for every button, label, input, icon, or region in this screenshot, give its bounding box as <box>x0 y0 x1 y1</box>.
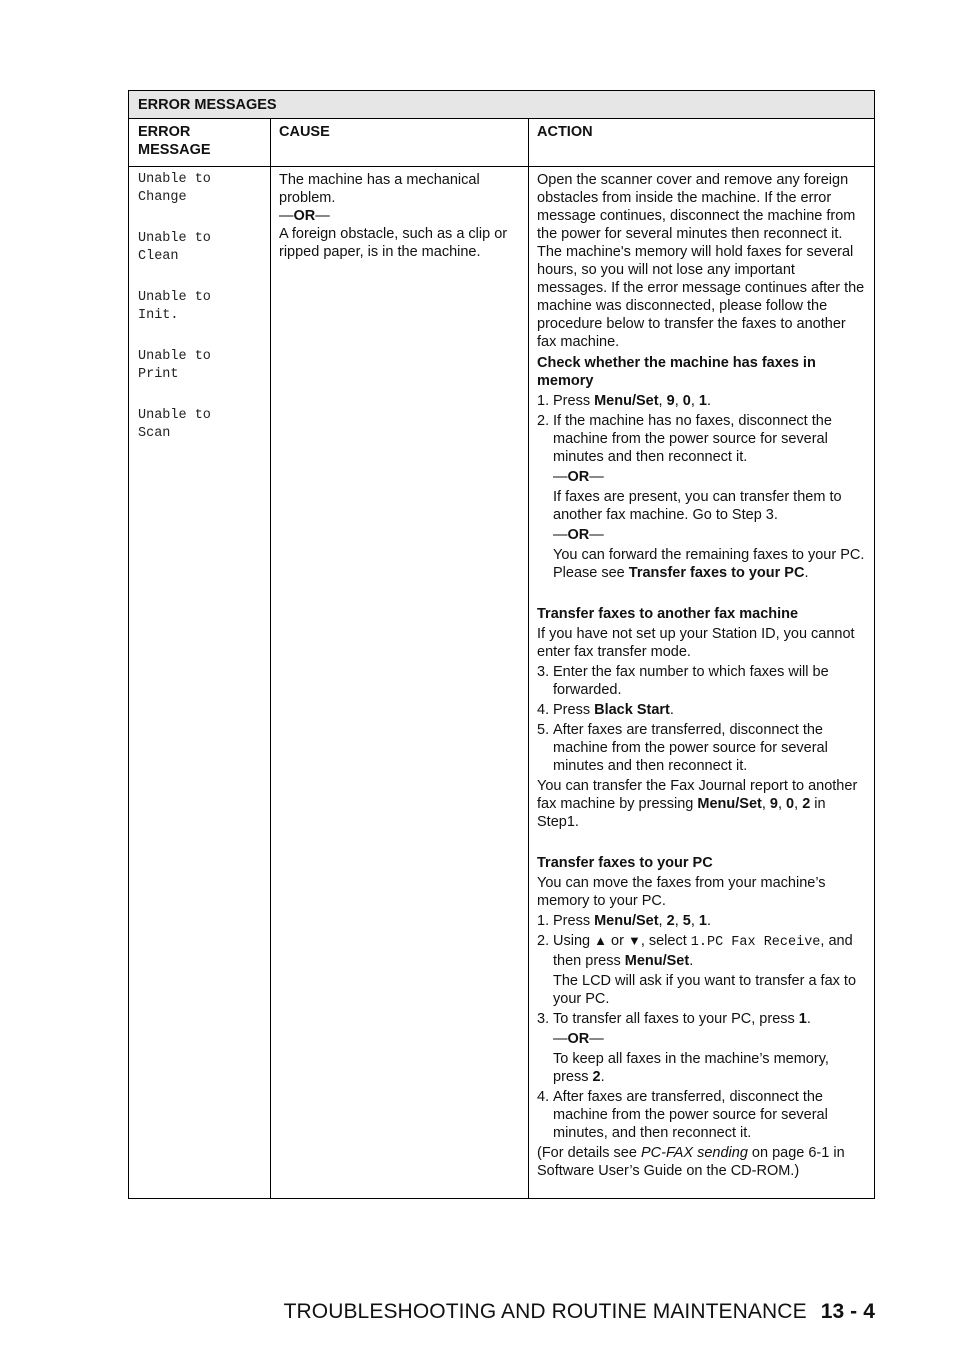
section-transfer-pc-note: (For details see PC-FAX sending on page 6-1 in Software User’s Guide on the CD-ROM.) <box>537 1145 845 1179</box>
action-cell <box>529 167 874 1198</box>
section-transfer-fax-title: Transfer faxes to another fax machine <box>537 606 799 622</box>
list-item: 2. Using ▲ or ▼, select 1.PC Fax Receive, and then press Menu/Set. <box>537 933 853 969</box>
list-item-alt: To keep all faxes in the machine’s memory, press 2. <box>553 1051 829 1085</box>
error-item: Unable to Clean <box>138 231 211 264</box>
section-transfer-pc-title: Transfer faxes to your PC <box>537 855 713 871</box>
or-separator: —OR— <box>553 469 604 485</box>
list-item-alt: If faxes are present, you can transfer them to another fax machine. Go to Step 3. <box>553 489 842 523</box>
list-item: 3. Enter the fax number to which faxes will be forwarded. <box>537 664 829 698</box>
section-transfer-fax-note: You can transfer the Fax Journal report to another fax machine by pressing Menu/Set, 9, 0, 2 in Step1. <box>537 778 858 830</box>
section-transfer-fax-intro: If you have not set up your Station ID, you cannot enter fax transfer mode. <box>537 626 855 660</box>
table-header-row <box>129 119 874 167</box>
table-body-row <box>129 167 874 1198</box>
cause-text-1: The machine has a mechanical problem. <box>279 172 480 206</box>
cause-or: —OR— <box>279 208 330 224</box>
list-item: 2. If the machine has no faxes, disconnect the machine from the power source for several minutes and then reconnect it. <box>537 413 832 465</box>
list-item: 4. After faxes are transferred, disconnect the machine from the power source for several minutes, and then reconnect it. <box>537 1089 828 1141</box>
action-intro: Open the scanner cover and remove any foreign obstacles from inside the machine. If the error message continues, disconnect the machine from the power for several minutes then reconnect it. The machine's memory will hold faxes for several hours, so you will not lose any important messages. If the error message continues after the machine was disconnected, please follow the procedure below to transfer the faxes to another fax machine. <box>537 172 865 350</box>
header-action: ACTION <box>537 124 593 140</box>
down-triangle-icon: ▼ <box>627 933 641 948</box>
table-title: ERROR MESSAGES <box>129 91 874 119</box>
cause-text-2: A foreign obstacle, such as a clip or ripped paper, is in the machine. <box>279 226 508 260</box>
error-item: Unable to Scan <box>138 408 211 441</box>
error-message-cell <box>129 167 271 1198</box>
list-item-alt: You can forward the remaining faxes to your PC. Please see Transfer faxes to your PC. <box>553 547 865 581</box>
list-item: 1. Press Menu/Set, 9, 0, 1. <box>537 393 711 409</box>
cause-cell <box>271 167 529 1198</box>
section-transfer-pc-intro: You can move the faxes from your machine’s memory to your PC. <box>537 875 826 909</box>
or-separator: —OR— <box>553 1031 604 1047</box>
list-item-note: The LCD will ask if you want to transfer a fax to your PC. <box>553 973 857 1007</box>
list-item: 3. To transfer all faxes to your PC, press 1. <box>537 1011 811 1027</box>
or-separator: —OR— <box>553 527 604 543</box>
list-item: 5. After faxes are transferred, disconnect the machine from the power source for several minutes and then reconnect it. <box>537 722 828 774</box>
page-number: 13 - 4 <box>820 1300 875 1323</box>
error-item: Unable to Init. <box>138 290 211 323</box>
section-check-title: Check whether the machine has faxes in memory <box>537 355 816 389</box>
error-item: Unable to Change <box>138 172 211 205</box>
list-item: 4. Press Black Start. <box>537 702 674 718</box>
up-triangle-icon: ▲ <box>594 933 607 948</box>
footer-section-title: TROUBLESHOOTING AND ROUTINE MAINTENANCE <box>283 1300 807 1323</box>
error-messages-table <box>128 90 875 1199</box>
header-error-message: ERROR MESSAGE <box>129 119 271 166</box>
list-item: 1. Press Menu/Set, 2, 5, 1. <box>537 913 711 929</box>
page-footer <box>284 1300 875 1324</box>
header-cause: CAUSE <box>271 119 529 166</box>
error-item: Unable to Print <box>138 349 211 382</box>
